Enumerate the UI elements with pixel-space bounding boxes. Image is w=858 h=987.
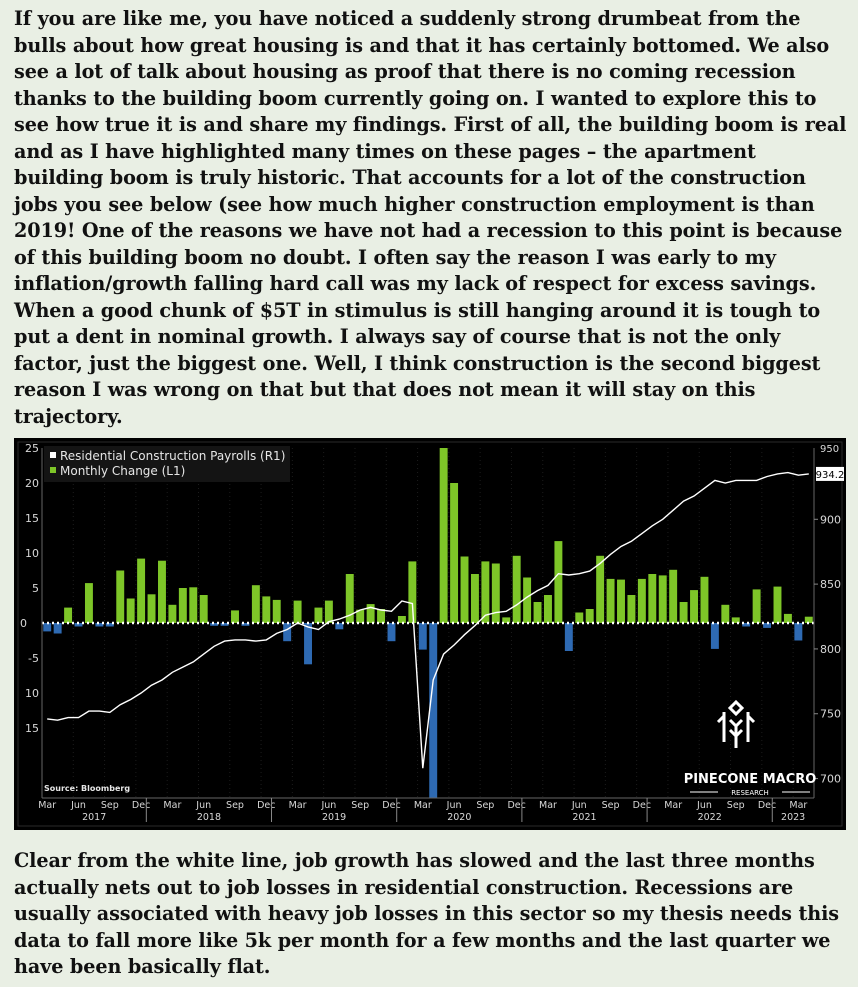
monthly-change-bar bbox=[314, 608, 322, 623]
monthly-change-bar bbox=[753, 589, 761, 623]
x-month-label: Mar bbox=[789, 800, 808, 811]
monthly-change-bar bbox=[607, 579, 615, 623]
monthly-change-bar bbox=[513, 556, 521, 623]
x-month-label: Sep bbox=[100, 800, 119, 811]
monthly-change-bar bbox=[252, 585, 260, 623]
monthly-change-bar bbox=[429, 623, 437, 798]
monthly-change-bar bbox=[189, 587, 197, 623]
x-month-label: Dec bbox=[257, 800, 276, 811]
left-axis-tick-label: 15 bbox=[25, 512, 39, 525]
monthly-change-bar bbox=[388, 623, 396, 641]
monthly-change-bar bbox=[325, 601, 333, 623]
left-axis-tick-label: 15 bbox=[25, 722, 39, 735]
payrolls-chart bbox=[14, 438, 846, 830]
monthly-change-bar bbox=[554, 541, 562, 623]
left-axis-tick-label: 5 bbox=[32, 582, 39, 595]
right-axis-tick-label: 850 bbox=[820, 578, 841, 592]
monthly-change-bar bbox=[669, 570, 677, 623]
monthly-change-bar bbox=[273, 600, 281, 623]
monthly-change-bar bbox=[481, 561, 489, 623]
x-month-label: Dec bbox=[757, 800, 777, 811]
monthly-change-bar bbox=[440, 448, 448, 623]
x-year-label: 2022 bbox=[697, 812, 722, 823]
chart-canvas bbox=[14, 438, 846, 830]
monthly-change-bar bbox=[721, 605, 729, 623]
monthly-change-bar bbox=[627, 595, 635, 623]
left-axis-tick-label: 25 bbox=[25, 442, 39, 455]
legend-label-monthly-change: Monthly Change (L1) bbox=[60, 464, 186, 478]
monthly-change-bar bbox=[575, 613, 583, 624]
legend-swatch-monthly-change bbox=[50, 467, 56, 473]
last-value-label: 934.2 bbox=[815, 469, 845, 481]
monthly-change-bar bbox=[200, 595, 208, 623]
monthly-change-bar bbox=[398, 616, 406, 623]
monthly-change-bar bbox=[586, 609, 594, 623]
monthly-change-bar bbox=[158, 561, 166, 623]
x-month-label: Mar bbox=[413, 800, 432, 811]
monthly-change-bar bbox=[304, 623, 312, 664]
x-month-label: Dec bbox=[507, 800, 526, 811]
x-year-label: 2018 bbox=[196, 812, 222, 823]
x-year-label: 2020 bbox=[447, 812, 472, 823]
monthly-change-bar bbox=[262, 596, 270, 623]
left-axis-tick-label: 20 bbox=[25, 477, 39, 490]
monthly-change-bar bbox=[461, 557, 469, 624]
x-month-label: Jun bbox=[697, 800, 712, 811]
right-axis-tick-label: 700 bbox=[820, 772, 841, 786]
x-year-label: 2017 bbox=[82, 812, 107, 823]
monthly-change-bar bbox=[534, 602, 542, 623]
x-month-label: Jun bbox=[321, 800, 337, 811]
monthly-change-bar bbox=[450, 483, 458, 623]
monthly-change-bar bbox=[85, 583, 93, 623]
monthly-change-bar bbox=[168, 605, 176, 623]
x-year-label: 2021 bbox=[572, 812, 597, 823]
x-month-label: Sep bbox=[476, 800, 495, 811]
x-month-label: Mar bbox=[163, 800, 182, 811]
x-month-label: Mar bbox=[539, 800, 557, 811]
left-axis-tick-label: -5 bbox=[28, 652, 39, 665]
right-axis-top-label: 950 bbox=[820, 444, 840, 455]
monthly-change-bar bbox=[148, 594, 156, 623]
right-axis-tick-label: 800 bbox=[820, 642, 841, 656]
x-month-label: Sep bbox=[226, 800, 244, 811]
x-year-label: 2019 bbox=[322, 812, 347, 823]
monthly-change-bar bbox=[179, 588, 187, 623]
x-month-label: Sep bbox=[601, 800, 620, 811]
x-month-label: Mar bbox=[664, 800, 683, 811]
monthly-change-bar bbox=[231, 610, 239, 623]
x-month-label: Dec bbox=[131, 800, 151, 811]
x-month-label: Sep bbox=[351, 800, 370, 811]
monthly-change-bar bbox=[43, 623, 51, 631]
monthly-change-bar bbox=[523, 578, 531, 624]
legend-label-payrolls: Residential Construction Payrolls (R1) bbox=[60, 449, 286, 463]
monthly-change-bar bbox=[638, 579, 646, 623]
monthly-change-bar bbox=[711, 623, 719, 649]
right-axis-tick-label: 750 bbox=[820, 707, 841, 721]
x-month-label: Dec bbox=[632, 800, 652, 811]
monthly-change-bar bbox=[377, 609, 385, 623]
x-month-label: Mar bbox=[38, 800, 57, 811]
logo-subtitle: RESEARCH bbox=[731, 789, 769, 797]
monthly-change-bar bbox=[471, 574, 479, 623]
x-month-label: Jun bbox=[196, 800, 212, 811]
monthly-change-bar bbox=[283, 623, 291, 641]
monthly-change-bar bbox=[210, 623, 218, 626]
left-axis-tick-label: 10 bbox=[25, 547, 39, 560]
monthly-change-bar bbox=[700, 577, 708, 623]
chart-legend bbox=[44, 446, 290, 482]
monthly-change-bar bbox=[127, 599, 135, 624]
monthly-change-bar bbox=[116, 571, 124, 624]
x-month-label: Dec bbox=[382, 800, 401, 811]
monthly-change-bar bbox=[617, 580, 625, 623]
monthly-change-bar bbox=[544, 595, 552, 623]
x-month-label: Jun bbox=[571, 800, 587, 811]
monthly-change-bar bbox=[54, 623, 62, 634]
intro-paragraph: If you are like me, you have noticed a suddenly strong drumbeat from the bulls about how great housing is and that it has certainly bottomed. We also see a lot of talk about housing as proof that there is no coming recession thanks to the building boom currently going on. I wanted to explore this to see how true it is and share my findings. First of all, the building boom is real and as I have highlighted many times on these pages – the apartment building boom is truly historic. That accounts for a lot of the construction jobs you see below (see how much higher construction employment is than 2019! One of the reasons we have not had a recession to this point is because of this building boom no doubt. I often say the reason I was early to my inflation/growth falling hard call was my lack of respect for excess savings. When a good chunk of $5T in stimulus is still hanging around it is tough to put a dent in nominal growth. I always say of course that is not the only factor, just the biggest one. Well, I think construction is the second biggest reason I was wrong on that but that does not mean it will stay on this trajectory. bbox=[14, 7, 847, 428]
monthly-change-bar bbox=[794, 623, 802, 641]
source-label: Source: Bloomberg bbox=[44, 784, 131, 793]
monthly-change-bar bbox=[690, 590, 698, 623]
logo-wordmark: PINECONE MACRO bbox=[683, 772, 817, 787]
x-month-label: Sep bbox=[726, 800, 745, 811]
x-year-label: 2023 bbox=[781, 812, 806, 823]
monthly-change-bar bbox=[774, 587, 782, 623]
conclusion-paragraph: Clear from the white line, job growth has slowed and the last three months actually nets out to job losses in residential construction. Recessions are usually associated with heavy job losses in this sector so my thesis needs this data to fall more like 5k per month for a few months and the last quarter we have been basically flat. bbox=[14, 849, 839, 978]
monthly-change-bar bbox=[784, 614, 792, 623]
monthly-change-bar bbox=[294, 601, 302, 623]
monthly-change-bar bbox=[492, 564, 500, 624]
monthly-change-bar bbox=[137, 559, 145, 623]
monthly-change-bar bbox=[659, 575, 667, 623]
left-axis-tick-label: 0 bbox=[20, 617, 27, 630]
x-month-label: Jun bbox=[446, 800, 462, 811]
x-month-label: Jun bbox=[71, 800, 86, 811]
legend-swatch-payrolls bbox=[50, 452, 56, 458]
monthly-change-bar bbox=[648, 574, 656, 623]
right-axis-tick-label: 900 bbox=[820, 513, 841, 527]
monthly-change-bar bbox=[680, 602, 688, 623]
monthly-change-bar bbox=[565, 623, 573, 651]
monthly-change-bar bbox=[64, 608, 72, 623]
monthly-change-bar bbox=[419, 623, 427, 650]
left-axis-tick-label: 10 bbox=[25, 687, 39, 700]
x-month-label: Mar bbox=[288, 800, 307, 811]
